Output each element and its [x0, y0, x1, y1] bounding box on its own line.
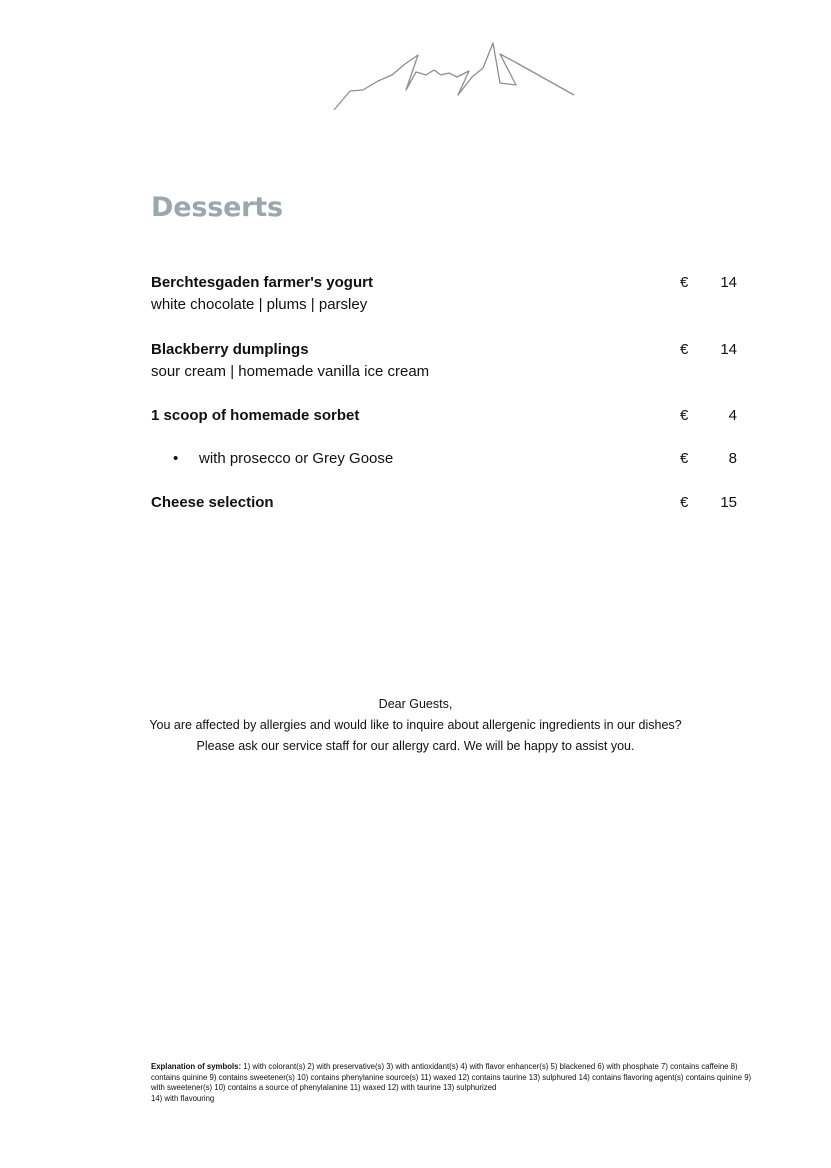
currency-symbol: €: [680, 274, 689, 291]
menu-item: [151, 272, 741, 316]
menu-item-price: 15: [720, 494, 737, 511]
menu-item-name: Cheese selection: [151, 494, 274, 511]
menu-option: [151, 448, 741, 470]
page-title: Desserts: [151, 192, 283, 223]
menu-item-price: 4: [728, 407, 737, 424]
bullet-icon: •: [173, 450, 179, 467]
footnote-text: 1) with colorant(s) 2) with preservative(s) 3) with antioxidant(s) 4) with flavor enhancer(s) 5) blackened 6) with phosphate 7) contains caffeine 8) contains quinine 9) contains sweetener(s) 10) contains phenylanine source(s) 11) waxed 12) contains taurine 13) sulphured 14) contains flavoring agent(s) contains quinine 9) with sweetener(s) 10) contains a source of phenylalanine 11) waxed 12) with taurine 13) sulphurized: [151, 1062, 752, 1092]
notice-line: You are affected by allergies and would like to inquire about allergenic ingredients in our dishes?: [149, 718, 682, 732]
menu-item: [151, 492, 741, 514]
footnote-text: 14) with flavouring: [151, 1093, 215, 1103]
currency-symbol: €: [680, 450, 689, 467]
footnote-label: Explanation of symbols:: [151, 1062, 242, 1071]
menu-option-price: 8: [728, 450, 737, 467]
mountain-line-icon: [330, 38, 578, 114]
menu-item-description: sour cream | homemade vanilla ice cream: [151, 363, 430, 380]
menu-item-name: Berchtesgaden farmer's yogurt: [151, 274, 373, 291]
menu-item-name: 1 scoop of homemade sorbet: [151, 407, 360, 424]
menu-item-price: 14: [720, 341, 737, 358]
menu-item-description: white chocolate | plums | parsley: [151, 296, 368, 313]
menu-item: [151, 405, 741, 427]
currency-symbol: €: [680, 494, 689, 511]
currency-symbol: €: [680, 341, 689, 358]
menu-item-price: 14: [720, 274, 737, 291]
allergy-notice: [0, 694, 831, 757]
notice-greeting: Dear Guests,: [378, 697, 453, 711]
menu-item-name: Blackberry dumplings: [151, 341, 309, 358]
menu-item: [151, 339, 741, 383]
symbols-footnote: [151, 1062, 761, 1104]
notice-line: Please ask our service staff for our allergy card. We will be happy to assist you.: [196, 739, 635, 753]
menu-option-label: with prosecco or Grey Goose: [199, 450, 394, 467]
currency-symbol: €: [680, 407, 689, 424]
